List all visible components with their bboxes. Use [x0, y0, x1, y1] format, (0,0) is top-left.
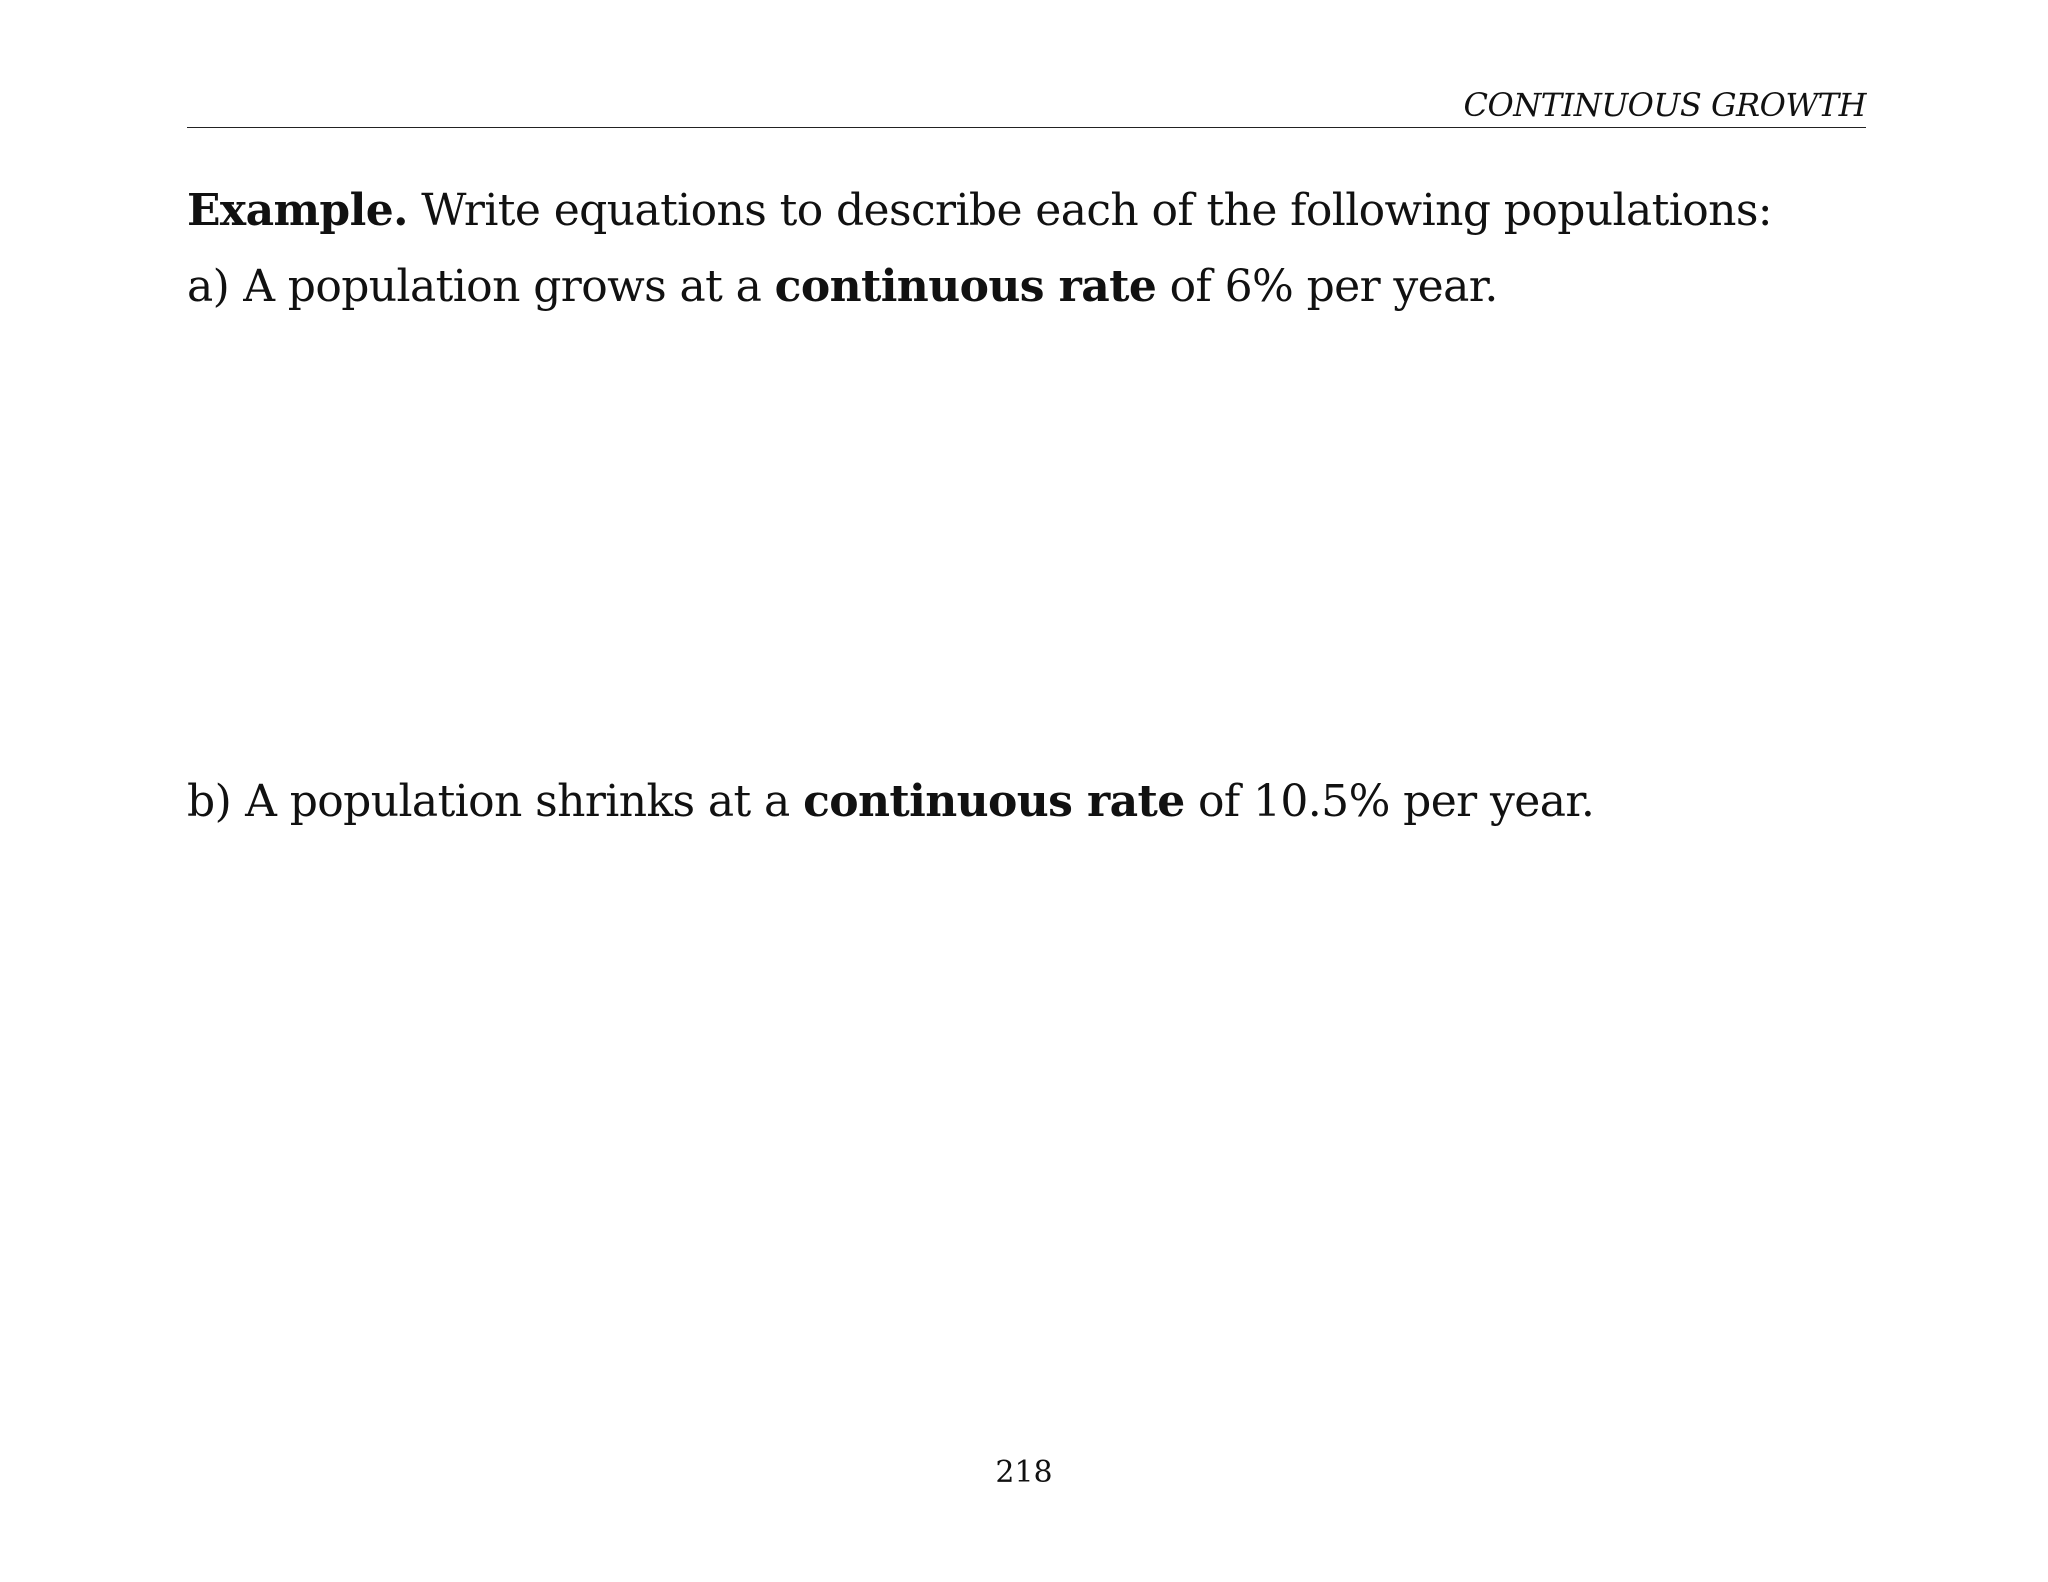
part-a-text-after: of 6% per year.: [1169, 261, 1498, 312]
part-b-answer-space: [187, 845, 1866, 1405]
example-label: Example.: [187, 185, 408, 236]
part-b-label: b): [187, 776, 232, 827]
part-a-bold-phrase: continuous rate: [774, 261, 1157, 312]
running-header-title: CONTINUOUS GROWTH: [1463, 86, 1866, 124]
example-intro: [187, 185, 1772, 236]
part-a: [187, 261, 1498, 312]
example-prompt: Write equations to describe each of the following populations:: [421, 185, 1773, 236]
part-b-bold-phrase: continuous rate: [803, 776, 1185, 827]
part-a-answer-space: [187, 330, 1866, 760]
part-a-label: a): [187, 261, 230, 312]
part-b: [187, 776, 1594, 827]
part-b-text-after: of 10.5% per year.: [1198, 776, 1595, 827]
part-a-text-before: A population grows at a: [243, 261, 762, 312]
header-divider: [187, 127, 1866, 128]
part-b-text-before: A population shrinks at a: [245, 776, 790, 827]
page-number: 218: [995, 1455, 1053, 1490]
